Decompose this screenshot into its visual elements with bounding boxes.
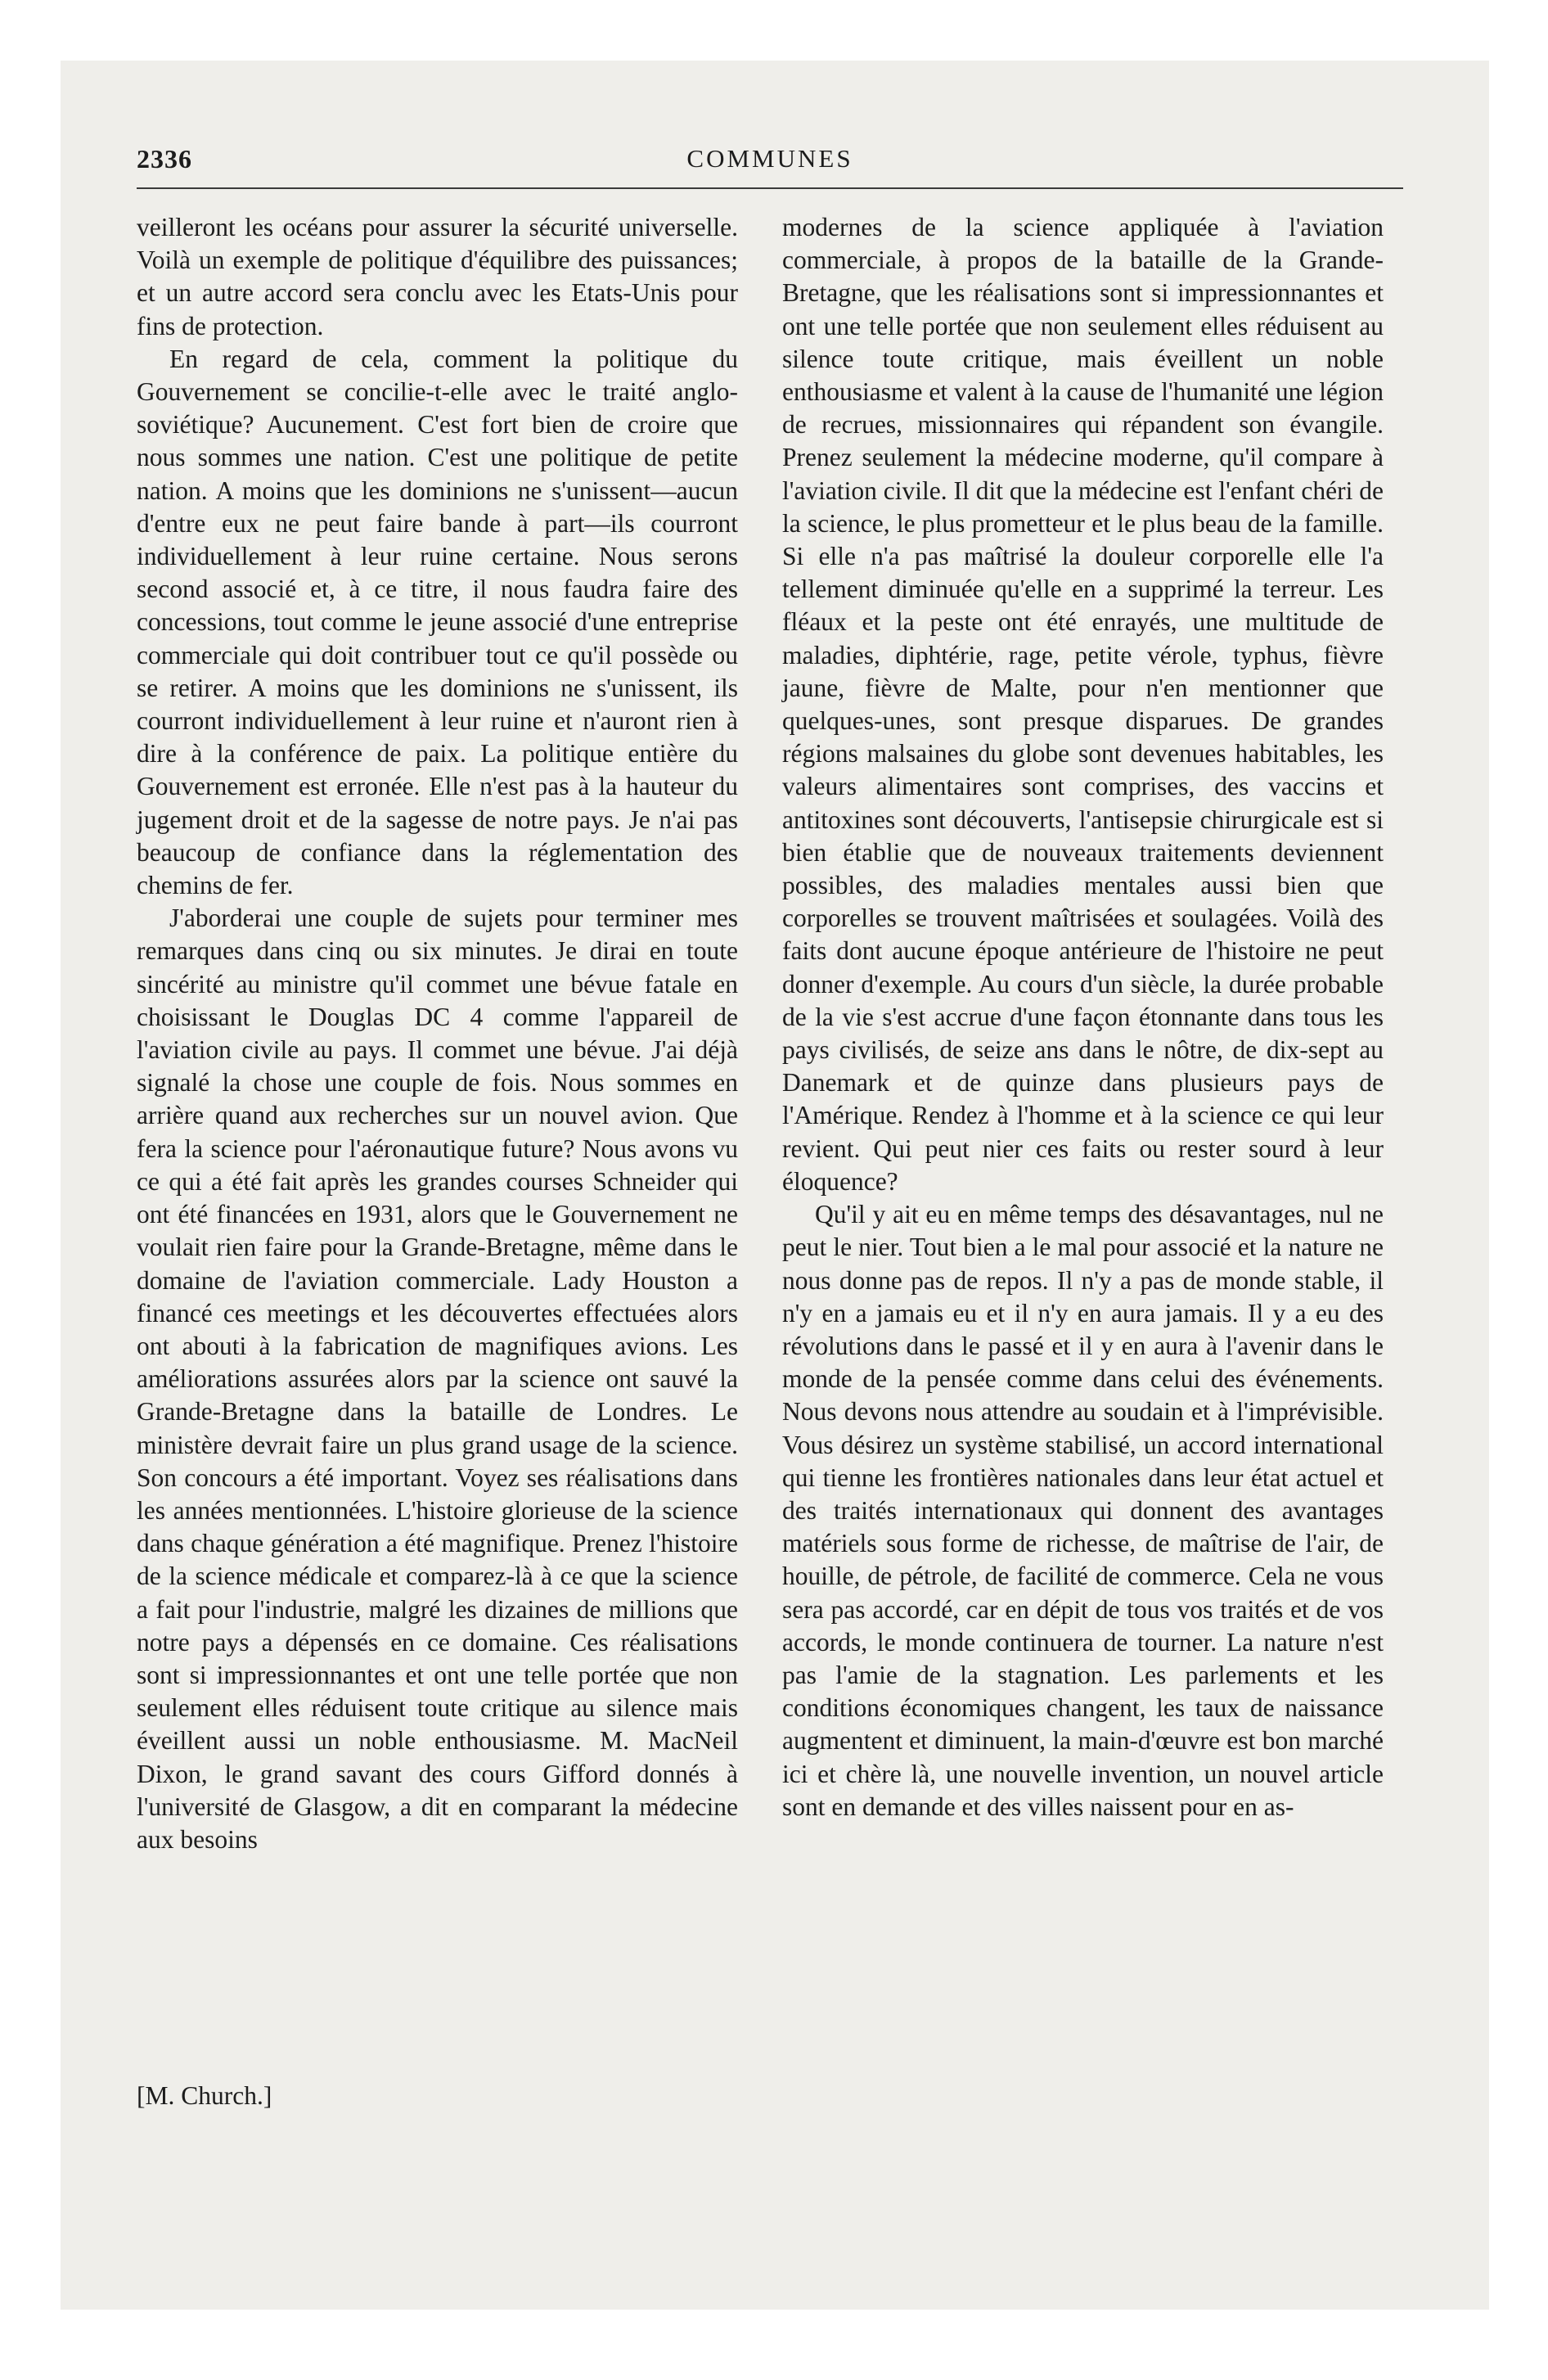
- paragraph: Qu'il y ait eu en même temps des désavantages, nul ne peut le nier. Tout bien a le mal pour associé et la nature ne nous donne pas de repos. Il n'y a pas de monde stable, il n'y en a jamais eu et il n'y en aura jamais. Il y a eu des révolutions dans le passé et il y en aura à l'avenir dans le monde de la pensée comme dans celui des événements. Nous devons nous attendre au soudain et à l'imprévisible. Vous désirez un système stabilisé, un accord international qui tienne les frontières nationales dans leur état actuel et des traités internationaux qui donnent des avantages matériels sous forme de richesse, de maîtrise de l'air, de houille, de pétrole, de facilité de commerce. Cela ne vous sera pas accordé, car en dépit de tous vos traités et de vos accords, le monde continuera de tourner. La nature n'est pas l'amie de la stagnation. Les parlements et les conditions économiques changent, les taux de naissance augmentent et diminuent, la main-d'œuvre est bon marché ici et chère là, une nouvelle invention, un nouvel article sont en demande et des villes naissent pour en as-: [782, 1200, 1384, 1821]
- left-column: [137, 211, 738, 1856]
- header-rule: [137, 187, 1403, 189]
- right-column: [782, 211, 1384, 1823]
- page-number: 2336: [137, 144, 192, 174]
- paragraph: En regard de cela, comment la politique du Gouvernement se concilie-t-elle avec le traité anglo-soviétique? Aucunement. C'est fort bien de croire que nous sommes une nation. C'est une politique de petite nation. A moins que les dominions ne s'unissent—aucun d'entre eux ne peut faire bande à part—ils courront individuellement à leur ruine certaine. Nous serons second associé et, à ce titre, il nous faudra faire des concessions, tout comme le jeune associé d'une entreprise commerciale qui doit contribuer tout ce qu'il possède ou se retirer. A moins que les dominions ne s'unissent, ils courront individuellement à leur ruine et n'auront rien à dire à la conférence de paix. La politique entière du Gouvernement est erronée. Elle n'est pas à la hauteur du jugement droit et de la sagesse de notre pays. Je n'ai pas beaucoup de confiance dans la réglementation des chemins de fer.: [137, 344, 738, 900]
- page-header: [137, 144, 1403, 193]
- paragraph: veilleront les océans pour assurer la sécurité universelle. Voilà un exemple de politique d'équilibre des puissances; et un autre accord sera conclu avec les Etats-Unis pour fins de protection.: [137, 213, 738, 340]
- paragraph: J'aborderai une couple de sujets pour terminer mes remarques dans cinq ou six minutes. Je dirai en toute sincérité au ministre qu'il commet une bévue fatale en choisissant le Douglas DC 4 comme l'appareil de l'aviation civile au pays. Il commet une bévue. J'ai déjà signalé la chose une couple de fois. Nous sommes en arrière quand aux recherches sur un nouvel avion. Que fera la science pour l'aéronautique future? Nous avons vu ce qui a été fait après les grandes courses Schneider qui ont été financées en 1931, alors que le Gouvernement ne voulait rien faire pour la Grande-Bretagne, même dans le domaine de l'aviation commerciale. Lady Houston a financé ces meetings et les découvertes effectuées alors ont abouti à la fabrication de magnifiques avions. Les améliorations assurées alors par la science ont sauvé la Grande-Bretagne dans la bataille de Londres. Le ministère devrait faire un plus grand usage de la science. Son concours a été important. Voyez ses réalisations dans les années mentionnées. L'histoire glorieuse de la science dans chaque génération a été magnifique. Prenez l'histoire de la science médicale et comparez-là à ce que la science a fait pour l'industrie, malgré les dizaines de millions que notre pays a dépensés en ce domaine. Ces réalisations sont si impressionnantes et ont une telle portée que non seulement elles réduisent toute critique au silence mais éveillent aussi un noble enthousiasme. M. MacNeil Dixon, le grand savant des cours Gifford donnés à l'université de Glasgow, a dit en comparant la médecine aux besoins: [137, 904, 738, 1854]
- speaker-note: [M. Church.]: [137, 2081, 272, 2110]
- paragraph: modernes de la science appliquée à l'aviation commerciale, à propos de la bataille de la Grande-Bretagne, que les réalisations sont si impressionnantes et ont une telle portée que non seulement elles réduisent au silence toute critique, mais éveillent un noble enthousiasme et valent à la cause de l'humanité une légion de recrues, missionnaires qui répandent son évangile. Prenez seulement la médecine moderne, qu'il compare à l'aviation civile. Il dit que la médecine est l'enfant chéri de la science, le plus prometteur et le plus beau de la famille. Si elle n'a pas maîtrisé la douleur corporelle elle l'a tellement diminuée qu'elle en a supprimé la terreur. Les fléaux et la peste ont été enrayés, une multitude de maladies, diphtérie, rage, petite vérole, typhus, fièvre jaune, fièvre de Malte, pour n'en mentionner que quelques-unes, sont presque disparues. De grandes régions malsaines du globe sont devenues habitables, les valeurs alimentaires sont comprises, des vaccins et antitoxines sont découverts, l'antisepsie chirurgicale est si bien établie que de nouveaux traitements deviennent possibles, des maladies mentales aussi bien que corporelles se trouvent maîtrisées et soulagées. Voilà des faits dont aucune époque antérieure de l'histoire ne peut donner d'exemple. Au cours d'un siècle, la durée probable de la vie s'est accrue d'une façon étonnante dans tous les pays civilisés, de seize ans dans le nôtre, de dix-sept au Danemark et de quinze dans plusieurs pays de l'Amérique. Rendez à l'homme et à la science ce qui leur revient. Qui peut nier ces faits ou rester sourd à leur éloquence?: [782, 213, 1384, 1196]
- running-head: COMMUNES: [686, 144, 853, 173]
